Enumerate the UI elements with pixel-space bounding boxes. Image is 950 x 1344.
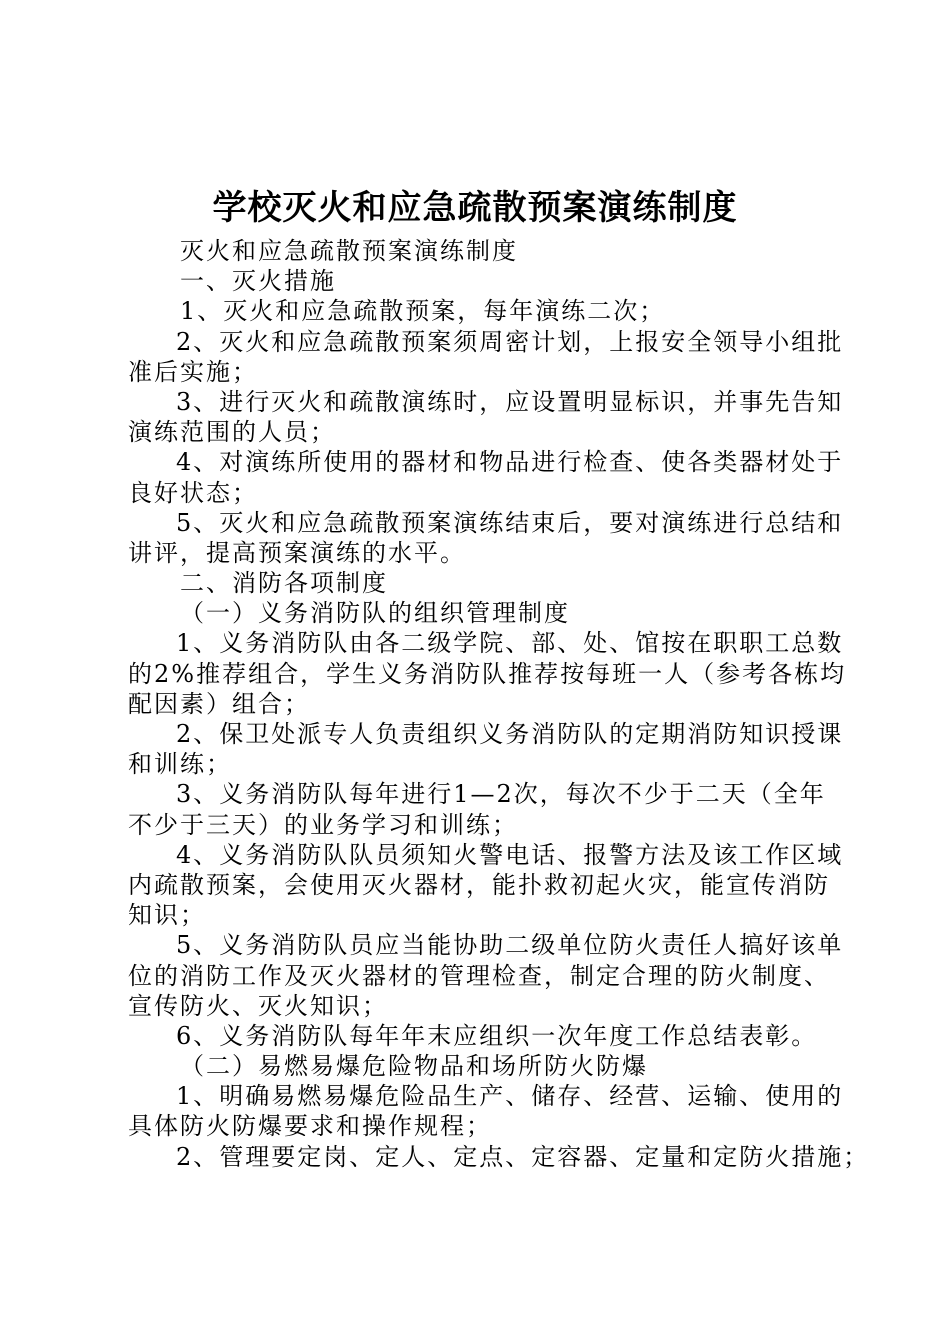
text-line: 准后实施； bbox=[128, 357, 258, 386]
text-line: 和训练； bbox=[128, 750, 232, 779]
text-line: 知识； bbox=[128, 901, 206, 930]
text-line: 演练范围的人员； bbox=[128, 418, 336, 447]
text-line: 讲评，提高预案演练的水平。 bbox=[128, 538, 466, 567]
text-line: 位的消防工作及灭火器材的管理检查，制定合理的防火制度、 bbox=[128, 961, 830, 990]
text-line: 3、进行灭火和疏散演练时，应设置明显标识，并事先告知 bbox=[176, 387, 844, 416]
text-line: 的2%推荐组合，学生义务消防队推荐按每班一人（参考各栋均 bbox=[128, 659, 847, 688]
text-line: 1、灭火和应急疏散预案，每年演练二次； bbox=[180, 297, 666, 326]
document-body bbox=[128, 236, 870, 1172]
text-line: 灭火和应急疏散预案演练制度 bbox=[180, 237, 518, 265]
text-line: 具体防火防爆要求和操作规程； bbox=[128, 1112, 492, 1141]
text-line: 5、义务消防队员应当能协助二级单位防火责任人搞好该单 bbox=[176, 931, 844, 960]
text-line: 宣传防火、灭火知识； bbox=[128, 991, 388, 1020]
text-line: 5、灭火和应急疏散预案演练结束后，要对演练进行总结和 bbox=[176, 508, 844, 537]
text-line: 二、消防各项制度 bbox=[180, 569, 388, 598]
text-line: 1、义务消防队由各二级学院、部、处、馆按在职职工总数 bbox=[176, 629, 844, 658]
text-line: （一）义务消防队的组织管理制度 bbox=[180, 599, 570, 628]
text-line: 4、对演练所使用的器材和物品进行检查、使各类器材处于 bbox=[176, 448, 844, 477]
text-line: 1、明确易燃易爆危险品生产、储存、经营、运输、使用的 bbox=[176, 1082, 844, 1111]
text-line: 内疏散预案，会使用灭火器材，能扑救初起火灾，能宣传消防 bbox=[128, 870, 830, 899]
text-line: 3、义务消防队每年进行1—2次，每次不少于二天（全年 bbox=[176, 780, 826, 809]
text-line: 2、灭火和应急疏散预案须周密计划，上报安全领导小组批 bbox=[176, 327, 844, 356]
document-title: 学校灭火和应急疏散预案演练制度 bbox=[212, 188, 738, 228]
text-line: 6、义务消防队每年年末应组织一次年度工作总结表彰。 bbox=[176, 1021, 818, 1050]
text-line: 2、管理要定岗、定人、定点、定容器、定量和定防火措施； bbox=[176, 1142, 870, 1171]
text-line: 配因素）组合； bbox=[128, 689, 310, 718]
text-line: （二）易燃易爆危险物品和场所防火防爆 bbox=[180, 1052, 648, 1081]
text-line: 良好状态； bbox=[128, 478, 258, 507]
text-line: 2、保卫处派专人负责组织义务消防队的定期消防知识授课 bbox=[176, 720, 844, 748]
text-line: 一、灭火措施 bbox=[180, 267, 336, 296]
text-line: 不少于三天）的业务学习和训练； bbox=[128, 810, 518, 839]
text-line: 4、义务消防队队员须知火警电话、报警方法及该工作区域 bbox=[176, 840, 844, 869]
